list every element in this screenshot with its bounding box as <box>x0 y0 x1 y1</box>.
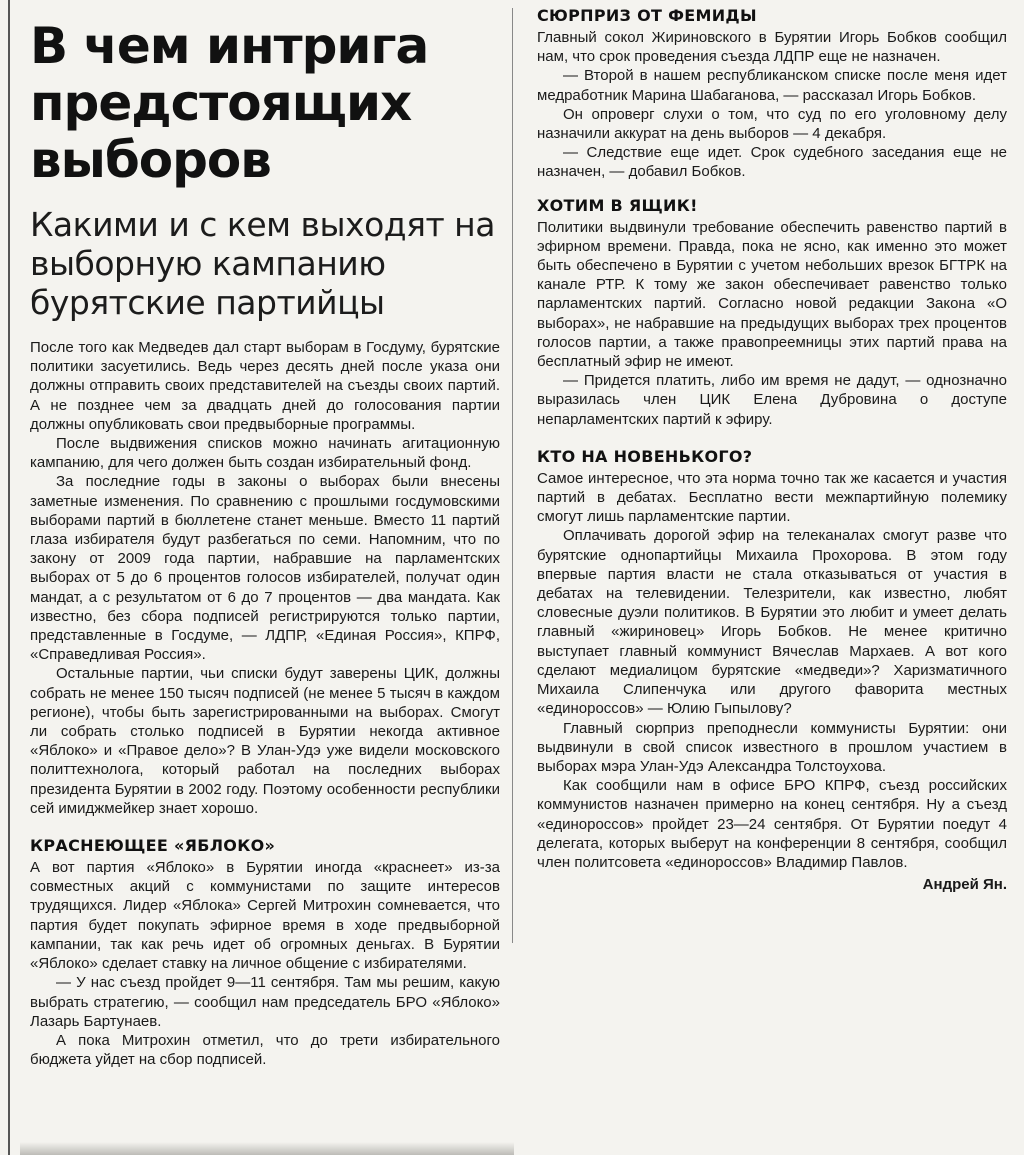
paragraph: — Следствие еще идет. Срок судебного заседания еще не назначен, — добавил Бобков. <box>537 144 1007 181</box>
column-divider <box>512 8 513 943</box>
section-heading: ХОТИМ В ЯЩИК! <box>537 195 698 215</box>
section-text <box>537 218 1007 429</box>
article-subtitle: Какими и с кем выходят на выборную кампанию бурятские партийцы <box>30 205 495 322</box>
paragraph: — Второй в нашем республиканском списке после меня идет медработник Марина Шабаганова, — рассказал Игорь Бобков. <box>537 67 1007 104</box>
page-edge <box>8 0 10 1155</box>
paragraph: — У нас съезд пройдет 9—11 сентября. Там мы решим, какую выбрать стратегию, — сообщил нам председатель БРО «Яблоко» Лазарь Бартунаев. <box>30 974 500 1030</box>
paragraph: А вот партия «Яблоко» в Бурятии иногда «краснеет» из-за совместных акций с коммунистами по защите интересов трудящихся. Лидер «Яблока» Сергей Митрохин сомневается, что партия будет покупать эфирное время в ходе предвыборной кампании, так как речь идет об огромных деньгах. В Бурятии «Яблоко» сделает ставку на личное общение с избирателями. <box>30 859 500 973</box>
right-column <box>537 6 1007 893</box>
paragraph: Главный сокол Жириновского в Бурятии Игорь Бобков сообщил нам, что срок проведения съезда ЛДПР еще не назначен. <box>537 29 1007 66</box>
paragraph: Главный сюрприз преподнесли коммунисты Бурятии: они выдвинули в свой список известного в прошлом участием в выборах мэра Улан-Удэ Александра Толстоухова. <box>537 719 1007 775</box>
paragraph: Он опроверг слухи о том, что суд по его уголовному делу назначили аккурат на день выборов — 4 декабря. <box>537 105 1007 143</box>
paragraph: После выдвижения списков можно начинать агитационную кампанию, для чего должен быть создан избирательный фонд. <box>30 435 500 472</box>
section-text <box>537 469 1007 872</box>
paragraph: А пока Митрохин отметил, что до трети избирательного бюджета уйдет на сбор подписей. <box>30 1031 500 1069</box>
paragraph: Остальные партии, чьи списки будут заверены ЦИК, должны собрать не менее 150 тысяч подписей (не менее 5 тысяч в каждом регионе), чтобы быть зарегистрированными на выборах. Смогут ли собрать столько подписей в Бурятии некогда активное «Яблоко» и «Правое дело»? В Улан-Удэ уже видели московского политтехнолога, который работал на последних выборах президента Бурятии в 2002 году. Поэтому особенности республики сей имиджмейкер знает хорошо. <box>30 665 500 817</box>
page-fold-shadow <box>20 1142 514 1155</box>
section-heading: КРАСНЕЮЩЕЕ «ЯБЛОКО» <box>30 836 276 856</box>
section-heading: СЮРПРИЗ ОТ ФЕМИДЫ <box>537 6 757 25</box>
paragraph: После того как Медведев дал старт выборам в Госдуму, бурятские политики засуетились. Ведь через десять дней после указа они должны отправить своих представителей на съезды своих партий. А не позднее чем за двадцать дней до голосования партии должны опубликовать свои предвыборные программы. <box>30 339 500 433</box>
paragraph: Самое интересное, что эта норма точно так же касается и участия партий в дебатах. Бесплатно вести межпартийную полемику смогут лишь парламентские партии. <box>537 469 1007 526</box>
lead-text <box>30 338 500 818</box>
left-column <box>30 18 500 1069</box>
paragraph: За последние годы в законы о выборах были внесены заметные изменения. По сравнению с прошлыми госдумовскими выборами партий в бюллетене станет меньше. Вместо 11 партий глаза избирателя будут разбегаться по семи. Напомним, что по закону от 2009 года партии, набравшие на парламентских выборах от 5 до 6 процентов голосов избирателей, получат один мандат, а с результатом от 6 до 7 процентов — два мандата. Как известно, без сбора подписей регистрируются только партии, представленные в Госдуме, — ЛДПР, «Единая Россия», КПРФ, «Справедливая Россия». <box>30 473 500 664</box>
paragraph: Оплачивать дорогой эфир на телеканалах смогут разве что бурятские однопартийцы Михаила Прохорова. В этом году впервые партия власти не стала отказываться от участия в дебатах на телевидении. Телезрители, как известно, любят словесные дуэли политиков. В Бурятии это любит и умеет делать главный «жириновец» Игорь Бобков. Не менее критично выступает главный коммунист Вячеслав Мархаев. А вот кого сделают медиалицом бурятские «медведи»? Харизматичного Михаила Слипенчука или другого фаворита местных «единороссов» — Юлию Гыпылову? <box>537 527 1007 718</box>
section-text <box>30 858 500 1069</box>
paragraph: Как сообщили нам в офисе БРО КПРФ, съезд российских коммунистов назначен примерно на конец сентября. Ну а съезд «единороссов» пройдет 23—24 сентября. От Бурятии поедут 4 делегата, которых выберут на конференции 8 сентября, сообщил член политсовета «единороссов» Владимир Павлов. <box>537 777 1007 871</box>
section-heading: КТО НА НОВЕНЬКОГО? <box>537 446 753 466</box>
section-text <box>537 28 1007 182</box>
article-title: В чем интрига предстоящих выборов <box>30 17 429 189</box>
paragraph: — Придется платить, либо им время не дадут, — однозначно выразилась член ЦИК Елена Дубровина о доступе непарламентских партий к эфиру. <box>537 372 1007 428</box>
author-signature: Андрей Ян. <box>922 876 1007 894</box>
paragraph: Политики выдвинули требование обеспечить равенство партий в эфирном времени. Правда, пока не ясно, как именно это может быть обеспечено в Бурятии с учетом небольших врезок БГТРК на канале РТР. К тому же закон обеспечивает равенство только парламентских партий. Согласно новой редакции Закона «О выборах», не набравшие на предыдущих выборах трех процентов голосов партии, а также правопреемницы этих партий права на бесплатный эфир не имеют. <box>537 218 1007 371</box>
